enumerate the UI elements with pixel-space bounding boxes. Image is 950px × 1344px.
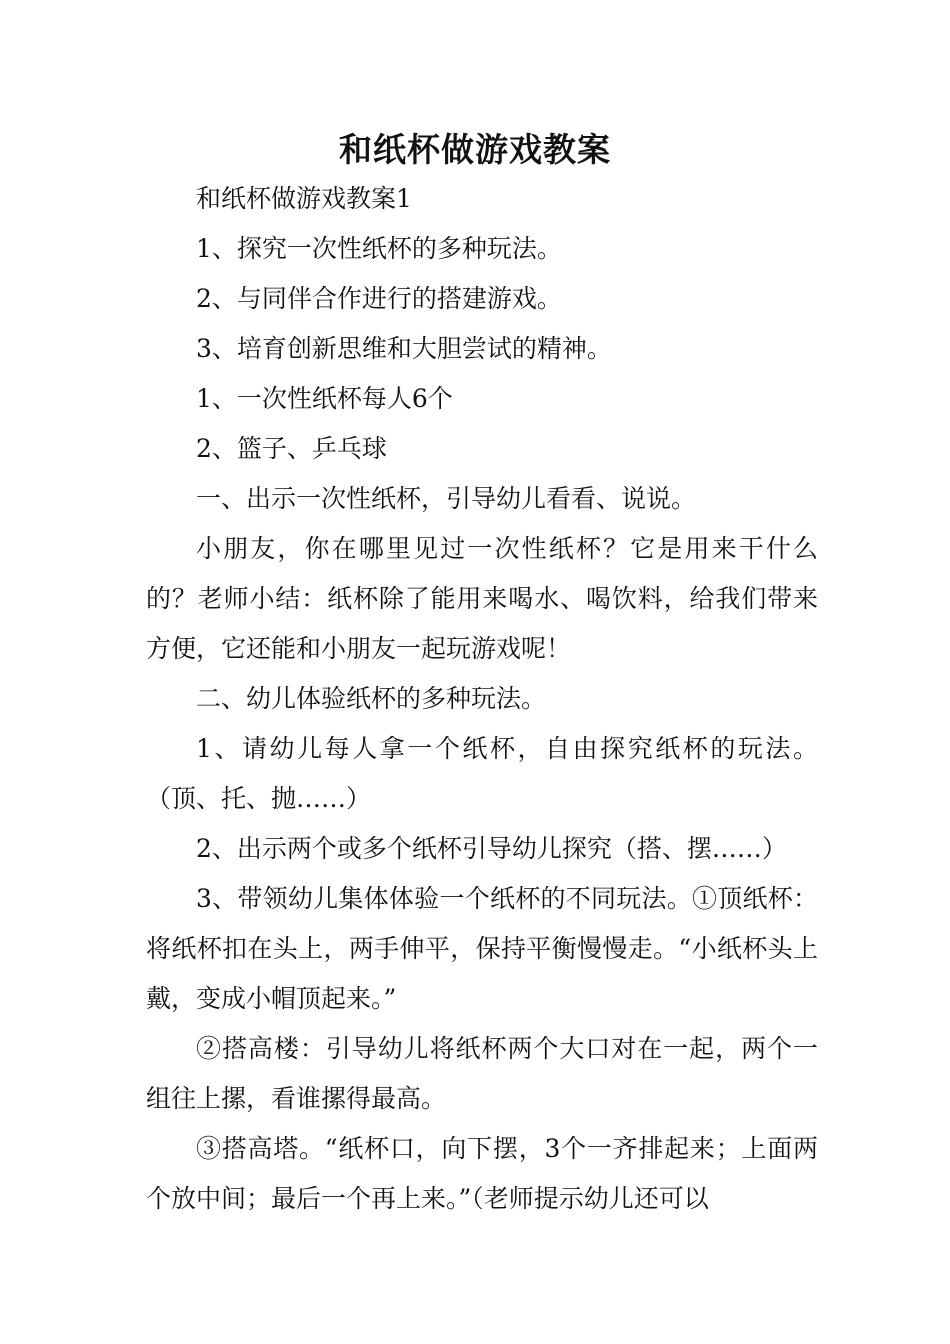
paragraph: 2、出示两个或多个纸杯引导幼儿探究（搭、摆……） [196, 834, 787, 863]
paragraph: 小朋友，你在哪里见过一次性纸杯？它是用来干什么的？老师小结：纸杯除了能用来喝水、喝饮料，给我们带来方便，它还能和小朋友一起玩游戏呢！ [146, 534, 818, 663]
paragraph: 和纸杯做游戏教案1 [196, 184, 412, 213]
paragraph: 2、篮子、乒乓球 [196, 434, 387, 463]
document-title: 和纸杯做游戏教案 [339, 130, 611, 169]
paragraph: 2、与同伴合作进行的搭建游戏。 [196, 284, 562, 313]
paragraph: 1、一次性纸杯每人6个 [196, 384, 453, 413]
paragraph: 1、探究一次性纸杯的多种玩法。 [196, 234, 562, 263]
paragraph: ②搭高楼：引导幼儿将纸杯两个大口对在一起，两个一组往上摞，看谁摞得最高。 [146, 1034, 818, 1113]
paragraph: 1、请幼儿每人拿一个纸杯，自由探究纸杯的玩法。（顶、托、抛……） [146, 734, 818, 813]
paragraph: ③搭高塔。“纸杯口，向下摆，3个一齐排起来；上面两个放中间；最后一个再上来。”（老师提示幼儿还可以 [146, 1134, 818, 1213]
paragraph: 一、出示一次性纸杯，引导幼儿看看、说说。 [196, 484, 697, 513]
document-body [146, 174, 818, 1224]
paragraph: 3、培育创新思维和大胆尝试的精神。 [196, 334, 612, 363]
paragraph: 二、幼儿体验纸杯的多种玩法。 [196, 684, 547, 713]
paragraph: 3、带领幼儿集体体验一个纸杯的不同玩法。①顶纸杯：将纸杯扣在头上，两手伸平，保持平衡慢慢走。“小纸杯头上戴，变成小帽顶起来。” [146, 884, 818, 1013]
